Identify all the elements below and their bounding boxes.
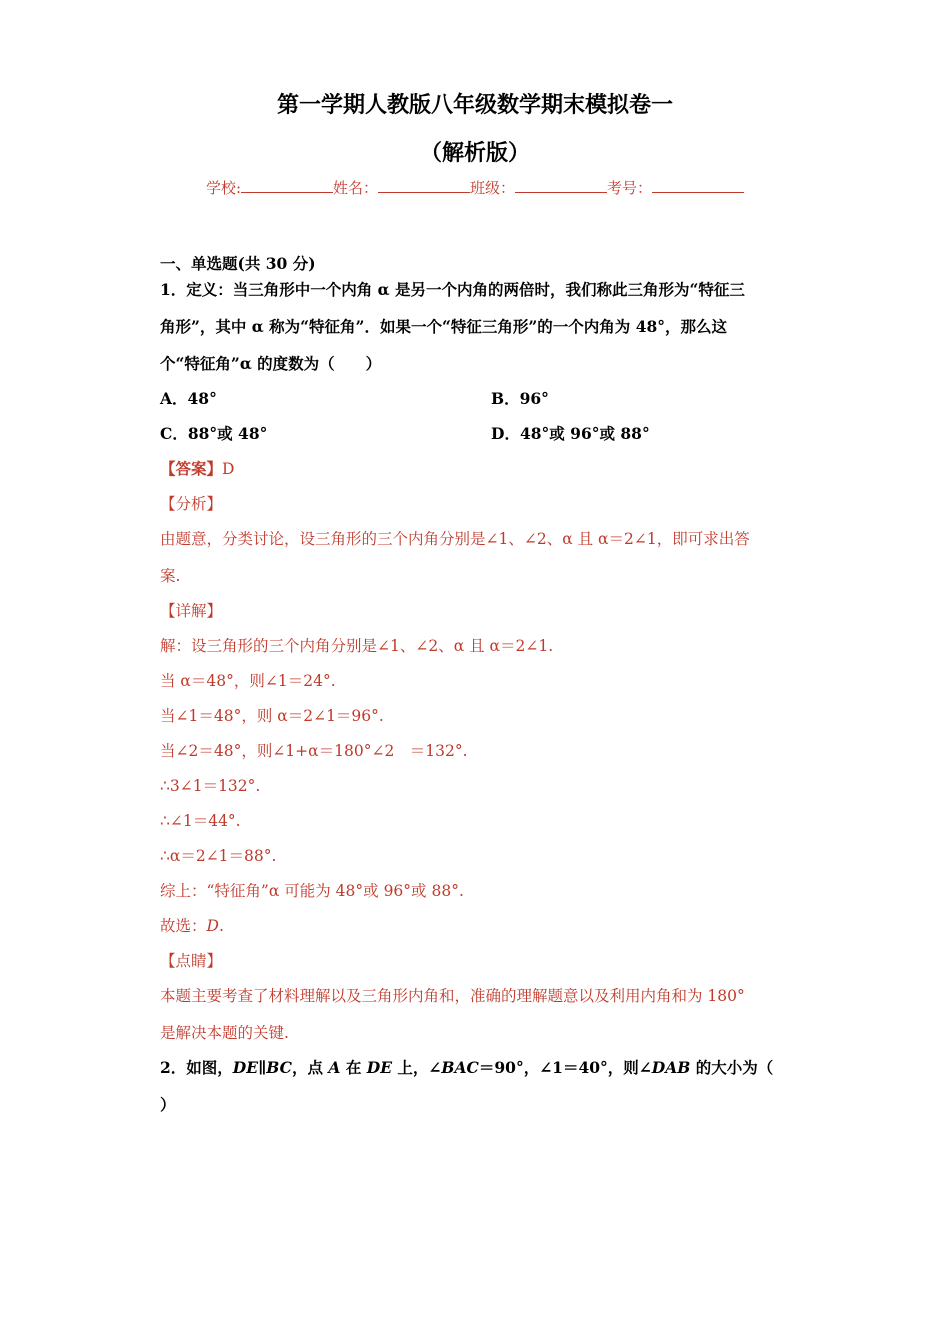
analysis-line-2: 案. xyxy=(160,567,181,585)
q2-text-7: 的大小为（ xyxy=(690,1058,774,1077)
answer-label: 【答案】 xyxy=(160,459,223,478)
q2-text-4: 在 xyxy=(340,1058,367,1077)
name-blank[interactable] xyxy=(378,178,470,193)
analysis-label: 【分析】 xyxy=(160,495,223,513)
choose-line xyxy=(160,914,790,936)
name-label: 姓名： xyxy=(333,179,379,197)
detail-line-3: 当∠1＝48°，则 α＝2∠1＝96°. xyxy=(160,707,384,725)
school-blank[interactable] xyxy=(241,178,333,193)
detail-line-7: ∴α＝2∠1＝88°. xyxy=(160,847,277,865)
choose-value: D xyxy=(206,917,219,935)
detail-line-5: ∴3∠1＝132°. xyxy=(160,777,261,795)
student-info-line xyxy=(0,177,950,198)
q2-dab: DAB xyxy=(651,1058,691,1077)
q2-bac: BAC xyxy=(441,1058,479,1077)
q2-bc: BC xyxy=(266,1058,293,1077)
q2-point-a: A xyxy=(328,1058,341,1077)
comment-label: 【点睛】 xyxy=(160,952,223,970)
comment-line-1: 本题主要考查了材料理解以及三角形内角和，准确的理解题意以及利用内角和为 180° xyxy=(160,987,745,1005)
q1-option-d: D．48°或 96°或 88° xyxy=(491,424,650,443)
number-label: 考号： xyxy=(607,179,653,197)
q1-option-c: C．88°或 48° xyxy=(160,424,268,443)
q2-text-6: ＝90°，∠1＝40°，则∠ xyxy=(478,1058,652,1077)
answer-value: D xyxy=(222,460,235,478)
number-blank[interactable] xyxy=(652,178,744,193)
q1-stem-line-1: 1．定义：当三角形中一个内角 α 是另一个内角的两倍时，我们称此三角形为“特征三 xyxy=(160,280,745,299)
choose-prefix: 故选： xyxy=(160,917,207,935)
q2-de-2: DE xyxy=(366,1058,393,1077)
detail-label: 【详解】 xyxy=(160,602,223,620)
q2-text-5: 上，∠ xyxy=(392,1058,442,1077)
school-label: 学校: xyxy=(205,179,241,197)
q2-text-3: ，点 xyxy=(292,1058,329,1077)
q2-text-1: 2．如图， xyxy=(160,1058,233,1077)
q2-de-1: DE xyxy=(232,1058,259,1077)
page-title: 第一学期人教版八年级数学期末模拟卷一 xyxy=(276,93,673,118)
detail-line-6: ∴∠1＝44°. xyxy=(160,812,241,830)
q2-parallel: ∥ xyxy=(258,1058,267,1077)
q1-stem-line-2: 角形”，其中 α 称为“特征角”．如果一个“特征三角形”的一个内角为 48°，那么这 xyxy=(160,317,728,336)
q1-option-b: B．96° xyxy=(491,389,549,408)
section-heading: 一、单选题(共 30 分) xyxy=(160,254,316,273)
choose-suffix: . xyxy=(218,917,224,935)
detail-line-4: 当∠2＝48°，则∠1+α＝180°∠2 ＝132°. xyxy=(160,742,468,760)
detail-line-8: 综上：“特征角”α 可能为 48°或 96°或 88°. xyxy=(160,882,464,900)
detail-line-1: 解：设三角形的三个内角分别是∠1、∠2、α 且 α＝2∠1. xyxy=(160,637,554,655)
q1-stem-line-3: 个“特征角”α 的度数为（ ） xyxy=(160,354,382,373)
comment-line-2: 是解决本题的关键. xyxy=(160,1024,289,1042)
page-subtitle: （解析版） xyxy=(419,141,530,166)
q1-answer xyxy=(160,457,790,479)
q2-stem-line-2: ） xyxy=(160,1095,176,1114)
q2-stem-line-1 xyxy=(160,1056,790,1078)
detail-line-2: 当 α＝48°，则∠1＝24°. xyxy=(160,672,336,690)
class-label: 班级： xyxy=(470,179,516,197)
q1-option-a: A．48° xyxy=(160,389,217,408)
analysis-line-1: 由题意，分类讨论，设三角形的三个内角分别是∠1、∠2、α 且 α＝2∠1，即可求出答 xyxy=(160,530,750,548)
class-blank[interactable] xyxy=(515,178,607,193)
